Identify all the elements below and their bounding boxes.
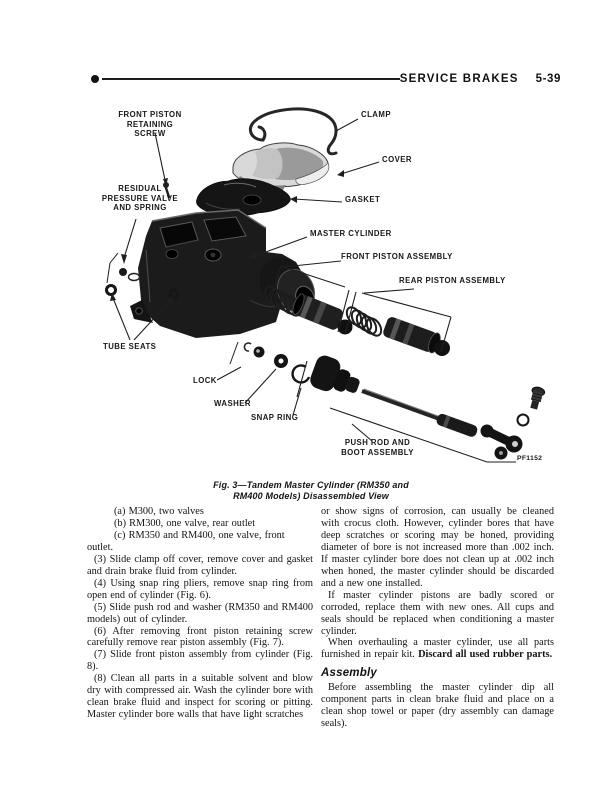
step-7: (7) Slide front piston assembly from cylinder (Fig. 8). — [87, 649, 313, 673]
step-8: (8) Clean all parts in a suitable solvent and blow dry with compressed air. Wash the cylinder bore with clean brake fluid and inspect for scoring or pitting. Master cylinder bore walls that have light scratches — [87, 673, 313, 721]
list-item-c: (c) RM350 and RM400, one valve, front outlet. — [87, 529, 285, 553]
list-item-a: (a) M300, two valves — [114, 506, 204, 517]
label-rear-piston-assembly: REAR PISTON ASSEMBLY — [399, 276, 506, 285]
paragraph-overhaul — [321, 637, 554, 661]
section-title: SERVICE BRAKES — [399, 73, 519, 85]
list-item-b: (b) RM300, one valve, rear outlet — [114, 517, 256, 529]
label-line: BOOT ASSEMBLY — [341, 447, 414, 457]
label-master-cylinder: MASTER CYLINDER — [310, 229, 392, 238]
label-line: AND SPRING — [113, 203, 167, 212]
paragraph-assembly: Before assembling the master cylinder dip all component parts in clean brake fluid and place on a clean shop towel or paper (dry assembly can damage seals). — [321, 682, 554, 730]
label-line: PUSH ROD AND — [344, 438, 411, 447]
photo-code: PF1152 — [517, 455, 543, 462]
label-front-piston-assembly: FRONT PISTON ASSEMBLY — [341, 252, 453, 261]
left-column — [87, 506, 313, 721]
label-line: PRESSURE VALVE — [101, 193, 179, 203]
label-lock: LOCK — [193, 376, 217, 385]
label-tube-seats: TUBE SEATS — [103, 342, 157, 351]
assembly-heading: Assembly — [321, 667, 377, 680]
step-4: (4) Using snap ring pliers, remove snap ring from open end of cylinder (Fig. 6). — [87, 577, 313, 601]
paragraph-overhaul-bold: Discard all used rubber parts. — [418, 649, 553, 661]
label-gasket: GASKET — [345, 195, 381, 204]
label-cover: COVER — [382, 155, 412, 164]
label-residual-pressure-valve — [100, 184, 180, 213]
label-washer: WASHER — [214, 399, 251, 408]
step-3: (3) Slide clamp off cover, remove cover and gasket and drain brake fluid from cylinder. — [87, 553, 313, 577]
washer-drawing — [274, 354, 288, 368]
paragraph-overhaul-text: When overhauling a master cylinder, use all parts furnished in repair kit. — [321, 637, 554, 661]
label-clamp: CLAMP — [361, 110, 391, 119]
figure-caption — [95, 480, 527, 501]
label-line: FRONT PISTON — [118, 110, 182, 119]
master-cylinder-drawing — [130, 210, 320, 338]
paragraph-corrosion: or show signs of corrosion, can usually be cleaned with crocus cloth. However, cylinder bores that have deep scratches or scoring may be honed, providing diameter of bore is not increased more than .002 inch. If master cylinder bore does not clean up at .002 inch when honed, the master cylinder should be discarded and a new one installed. — [321, 506, 554, 589]
label-line: RESIDUAL — [118, 184, 162, 193]
label-snap-ring: SNAP RING — [251, 413, 299, 422]
fitting-drawing — [527, 386, 545, 411]
label-push-rod-boot-assembly — [330, 438, 425, 457]
label-line: RETAINING SCREW — [126, 119, 174, 138]
step-5: (5) Slide push rod and washer (RM350 and RM400 models) out of cylinder. — [87, 601, 313, 625]
caption-line: Fig. 3—Tandem Master Cylinder (RM350 and — [213, 480, 409, 490]
page-number: 5-39 — [535, 73, 561, 85]
paragraph-pistons: If master cylinder pistons are badly scored or corroded, replace them with new ones. All cups and seals should be replaced when conditioning a master cylinder. — [321, 589, 554, 637]
lock-drawing — [230, 342, 265, 364]
right-column — [321, 506, 554, 730]
label-front-piston-retaining-screw — [110, 110, 190, 139]
snap-ring-drawing — [293, 365, 309, 382]
step-6: (6) After removing front piston retaining screw carefully remove rear piston assembly (Fig. 7). — [87, 625, 313, 649]
caption-line: RM400 Models) Disassembled View — [233, 490, 389, 501]
